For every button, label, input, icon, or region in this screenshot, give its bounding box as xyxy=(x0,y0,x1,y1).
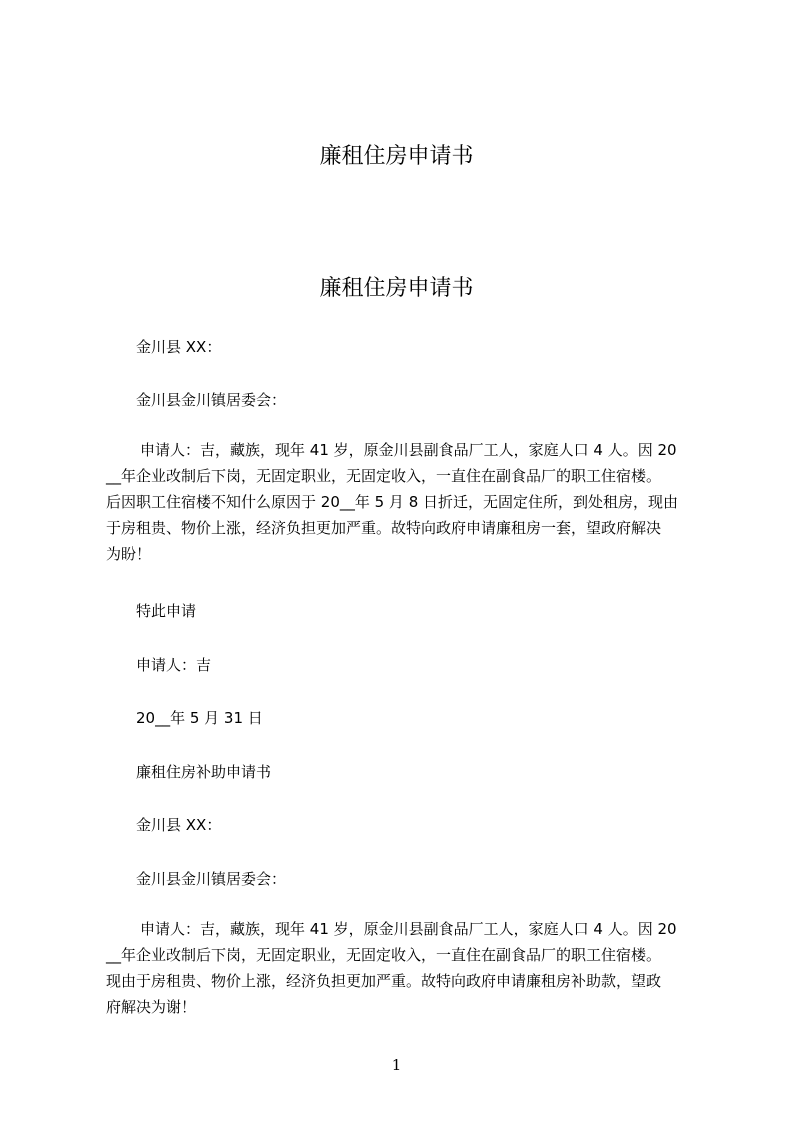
application-date: 20__年 5 月 31 日 xyxy=(136,709,263,727)
body-line: 为盼！ xyxy=(106,545,152,563)
page-number: 1 xyxy=(391,1056,402,1074)
addressee-committee: 金川县金川镇居委会： xyxy=(136,870,287,888)
body-line: __年企业改制后下岗，无固定职业，无固定收入，一直住在副食品厂的职工住宿楼。 xyxy=(106,946,662,964)
body-line: 申请人：吉，藏族，现年 41 岁，原金川县副食品厂工人，家庭人口 4 人。因 20 xyxy=(140,441,677,459)
application-body-paragraph xyxy=(106,437,702,567)
body-line: 于房租贵、物价上涨，经济负担更加严重。故特向政府申请廉租房一套，望政府解决 xyxy=(106,519,662,537)
body-line: 后因职工住宿楼不知什么原因于 20__年 5 月 8 日折迁，无固定住所，到处租房，现由 xyxy=(106,493,679,511)
addressee-committee: 金川县金川镇居委会： xyxy=(136,391,287,409)
subsidy-section-heading: 廉租住房补助申请书 xyxy=(136,763,272,781)
applicant-signature: 申请人：吉 xyxy=(136,656,212,674)
subsidy-body-paragraph xyxy=(106,916,702,1020)
document-header-title: 廉租住房申请书 xyxy=(319,144,474,169)
document-main-title: 廉租住房申请书 xyxy=(319,276,474,301)
body-line: 府解决为谢！ xyxy=(106,998,197,1016)
body-line: __年企业改制后下岗，无固定职业，无固定收入，一直住在副食品厂的职工住宿楼。 xyxy=(106,467,662,485)
body-line: 现由于房租贵、物价上涨，经济负担更加严重。故特向政府申请廉租房补助款，望政 xyxy=(106,972,662,990)
addressee-county: 金川县 XX： xyxy=(136,816,222,834)
addressee-county: 金川县 XX： xyxy=(136,338,222,356)
closing-text: 特此申请 xyxy=(136,602,197,620)
body-line: 申请人：吉，藏族，现年 41 岁，原金川县副食品厂工人，家庭人口 4 人。因 20 xyxy=(140,920,677,938)
